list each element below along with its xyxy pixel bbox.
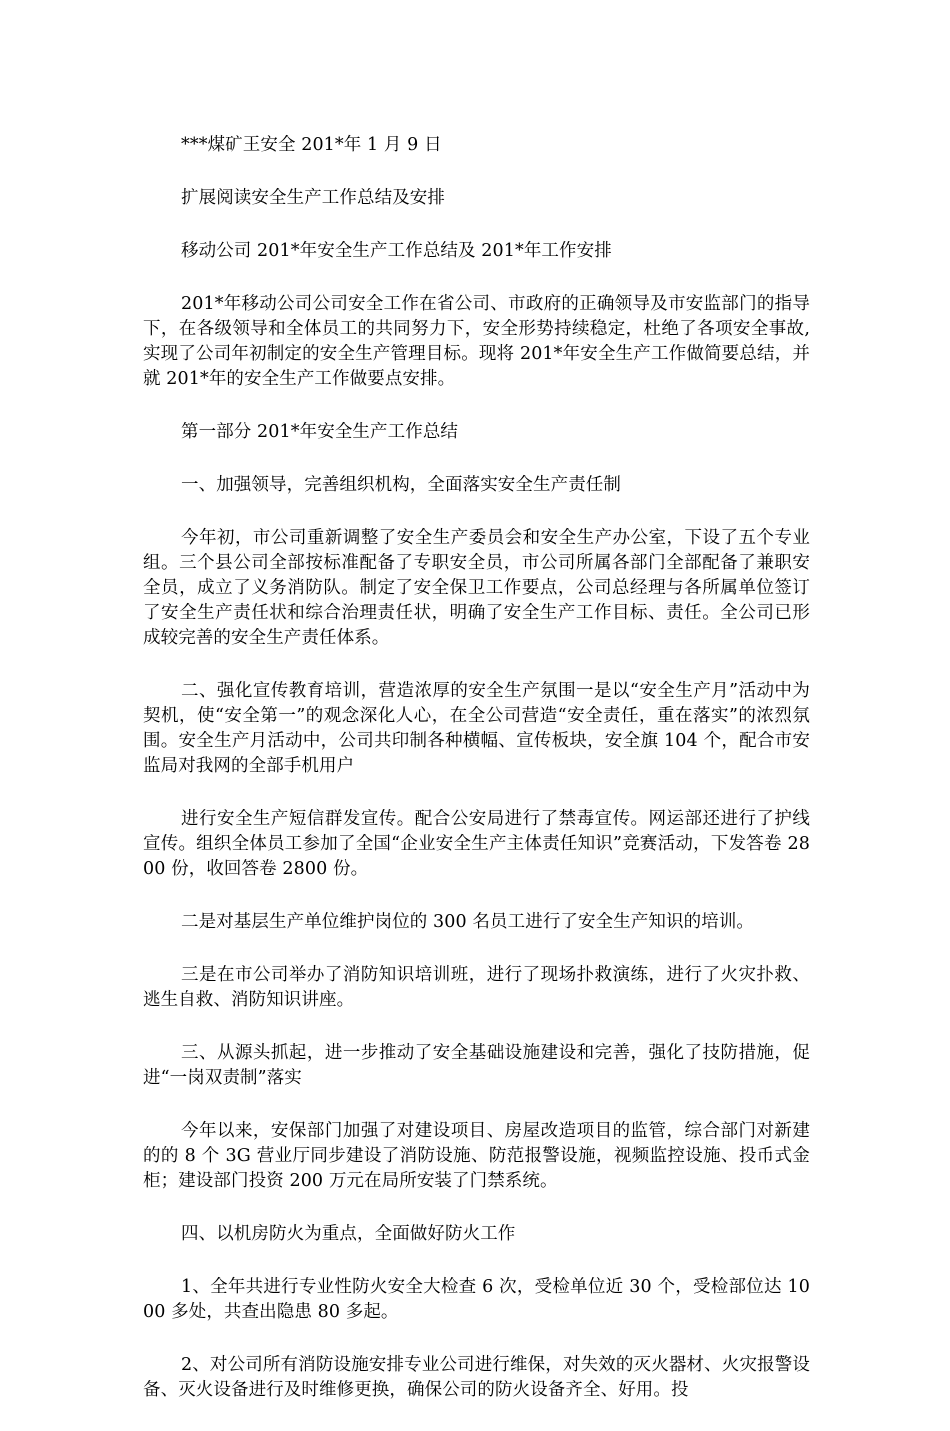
training-point-two: 二是对基层生产单位维护岗位的 300 名员工进行了安全生产知识的培训。 [181, 912, 755, 932]
section-three-heading: 三、从源头抓起，进一步推动了安全基础设施建设和完善，强化了技防措施，促进“一岗双责制”落实 [143, 1043, 810, 1088]
part-one-heading: 第一部分 201*年安全生产工作总结 [181, 422, 459, 442]
section-one-body: 今年初，市公司重新调整了安全生产委员会和安全生产办公室，下设了五个专业组。三个县公司全部按标准配备了专职安全员，市公司所属各部门全部配备了兼职安全员，成立了义务消防队。制定了安全保卫工作要点，公司总经理与各所属单位签订了安全生产责任状和综合治理责任状，明确了安全生产工作目标、责任。全公司已形成较完善的安全生产责任体系。 [143, 528, 810, 648]
fire-check-item-2: 2、对公司所有消防设施安排专业公司进行维保，对失效的灭火器材、火灾报警设备、灭火设备进行及时维修更换，确保公司的防火设备齐全、好用。投 [143, 1355, 810, 1400]
extended-reading-heading: 扩展阅读安全生产工作总结及安排 [181, 188, 445, 208]
section-one-heading: 一、加强领导，完善组织机构，全面落实安全生产责任制 [181, 475, 621, 495]
section-two-body: 二、强化宣传教育培训，营造浓厚的安全生产氛围一是以“安全生产月”活动中为契机，使“安全第一”的观念深化人心，在全公司营造“安全责任，重在落实”的浓烈氛围。安全生产月活动中，公司共印制各种横幅、宣传板块，安全旗 104 个，配合市安监局对我网的全部手机用户 [143, 681, 810, 776]
intro-paragraph: 201*年移动公司公司安全工作在省公司、市政府的正确领导及市安监部门的指导下，在各级领导和全体员工的共同努力下，安全形势持续稳定，杜绝了各项安全事故,实现了公司年初制定的安全生产管理目标。现将 201*年安全生产工作做简要总结，并就 201*年的安全生产工作做要点安排。 [143, 294, 810, 389]
date-line: ***煤矿王安全 201*年 1 月 9 日 [181, 135, 442, 155]
article-title: 移动公司 201*年安全生产工作总结及 201*年工作安排 [181, 241, 612, 261]
document-body [143, 133, 810, 1431]
section-four-heading: 四、以机房防火为重点，全面做好防火工作 [181, 1224, 516, 1244]
training-point-three: 三是在市公司举办了消防知识培训班，进行了现场扑救演练，进行了火灾扑救、逃生自救、消防知识讲座。 [143, 965, 810, 1010]
section-three-body: 今年以来，安保部门加强了对建设项目、房屋改造项目的监管，综合部门对新建的的 8 个 3G 营业厅同步建设了消防设施、防范报警设施，视频监控设施、投币式金柜；建设部门投资 200 万元在局所安装了门禁系统。 [143, 1121, 810, 1191]
fire-check-item-1: 1、全年共进行专业性防火安全大检查 6 次，受检单位近 30 个，受检部位达 1000 多处，共查出隐患 80 多起。 [143, 1277, 810, 1322]
section-two-continued: 进行安全生产短信群发宣传。配合公安局进行了禁毒宣传。网运部还进行了护线宣传。组织全体员工参加了全国“企业安全生产主体责任知识”竞赛活动，下发答卷 2800 份，收回答卷 2800 份。 [143, 809, 810, 879]
